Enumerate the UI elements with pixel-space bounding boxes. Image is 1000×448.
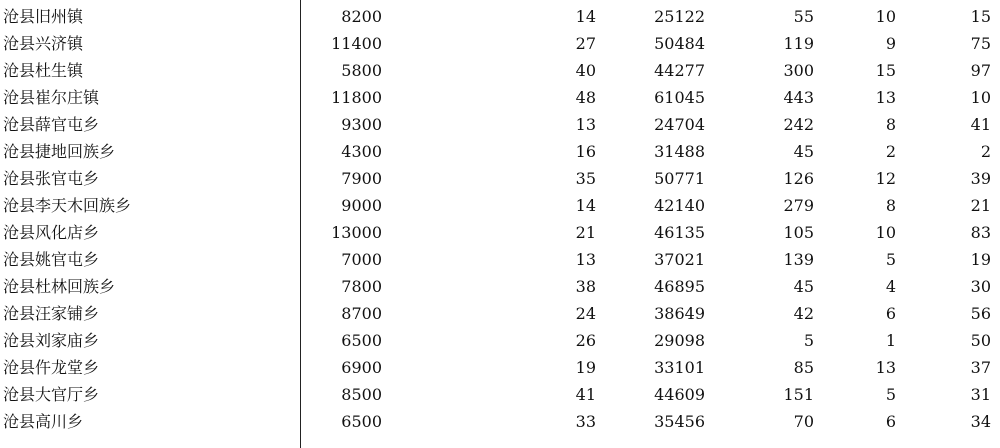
value-col-5: 6: [885, 412, 896, 431]
value-col-4: 85: [793, 358, 814, 377]
table-row: [0, 31, 1000, 57]
value-col-2: 26: [575, 331, 596, 350]
value-col-2: 35: [575, 169, 596, 188]
table-row: [0, 193, 1000, 219]
value-col-5: 2: [885, 142, 896, 161]
table-row: [0, 58, 1000, 84]
value-col-3: 61045: [654, 88, 705, 107]
value-col-5: 6: [885, 304, 896, 323]
value-col-2: 33: [575, 412, 596, 431]
value-col-1: 8500: [341, 385, 382, 404]
table-row: [0, 355, 1000, 381]
value-col-2: 13: [575, 115, 596, 134]
value-col-4: 300: [783, 61, 814, 80]
table-row: [0, 301, 1000, 327]
value-col-4: 242: [783, 115, 814, 134]
value-col-3: 50771: [654, 169, 705, 188]
value-col-2: 41: [575, 385, 596, 404]
value-col-1: 8700: [341, 304, 382, 323]
value-col-4: 70: [793, 412, 814, 431]
township-name: 沧县崔尔庄镇: [3, 88, 100, 107]
value-col-5: 8: [885, 196, 896, 215]
value-col-5: 13: [875, 88, 896, 107]
township-name: 沧县旧州镇: [3, 7, 84, 26]
value-col-1: 9300: [341, 115, 382, 134]
value-col-5: 5: [885, 385, 896, 404]
value-col-3: 46895: [654, 277, 705, 296]
table-row: [0, 247, 1000, 273]
value-col-6: 34: [970, 412, 991, 431]
value-col-1: 9000: [341, 196, 382, 215]
value-col-2: 38: [575, 277, 596, 296]
value-col-2: 24: [575, 304, 596, 323]
value-col-6: 37: [970, 358, 991, 377]
value-col-6: 30: [970, 277, 991, 296]
value-col-6: 10: [970, 88, 991, 107]
value-col-3: 24704: [654, 115, 705, 134]
township-name: 沧县兴济镇: [3, 34, 84, 53]
township-name: 沧县杜林回族乡: [3, 277, 116, 296]
value-col-2: 13: [575, 250, 596, 269]
value-col-3: 33101: [654, 358, 705, 377]
value-col-1: 6500: [341, 412, 382, 431]
table-row: [0, 166, 1000, 192]
table-row: [0, 85, 1000, 111]
value-col-3: 31488: [654, 142, 705, 161]
value-col-3: 42140: [654, 196, 705, 215]
value-col-3: 44609: [654, 385, 705, 404]
township-name: 沧县高川乡: [3, 412, 84, 431]
value-col-5: 1: [885, 331, 896, 350]
value-col-5: 9: [885, 34, 896, 53]
value-col-6: 19: [970, 250, 991, 269]
value-col-2: 27: [575, 34, 596, 53]
value-col-6: 97: [970, 61, 991, 80]
township-name: 沧县杜生镇: [3, 61, 84, 80]
value-col-1: 5800: [341, 61, 382, 80]
value-col-4: 105: [783, 223, 814, 242]
township-name: 沧县大官厅乡: [3, 385, 100, 404]
value-col-6: 21: [970, 196, 991, 215]
value-col-1: 6900: [341, 358, 382, 377]
table-row: [0, 4, 1000, 30]
value-col-6: 83: [970, 223, 991, 242]
table-row: [0, 382, 1000, 408]
value-col-2: 21: [575, 223, 596, 242]
value-col-4: 119: [783, 34, 814, 53]
value-col-5: 12: [875, 169, 896, 188]
value-col-4: 151: [783, 385, 814, 404]
value-col-1: 13000: [331, 223, 382, 242]
table-row: [0, 139, 1000, 165]
township-name: 沧县姚官屯乡: [3, 250, 100, 269]
value-col-2: 40: [575, 61, 596, 80]
value-col-3: 46135: [654, 223, 705, 242]
value-col-1: 8200: [341, 7, 382, 26]
value-col-4: 45: [793, 277, 814, 296]
value-col-4: 5: [803, 331, 814, 350]
value-col-6: 2: [980, 142, 991, 161]
township-name: 沧县刘家庙乡: [3, 331, 100, 350]
value-col-4: 42: [793, 304, 814, 323]
value-col-6: 50: [970, 331, 991, 350]
value-col-5: 10: [875, 7, 896, 26]
value-col-3: 37021: [654, 250, 705, 269]
value-col-1: 7000: [341, 250, 382, 269]
township-name: 沧县张官屯乡: [3, 169, 100, 188]
value-col-4: 45: [793, 142, 814, 161]
value-col-1: 7900: [341, 169, 382, 188]
value-col-1: 7800: [341, 277, 382, 296]
value-col-1: 4300: [341, 142, 382, 161]
value-col-3: 35456: [654, 412, 705, 431]
township-name: 沧县李天木回族乡: [3, 196, 132, 215]
value-col-2: 16: [575, 142, 596, 161]
value-col-3: 44277: [654, 61, 705, 80]
table-row: [0, 328, 1000, 354]
township-name: 沧县仵龙堂乡: [3, 358, 100, 377]
value-col-1: 11800: [331, 88, 382, 107]
township-name: 沧县捷地回族乡: [3, 142, 116, 161]
value-col-4: 443: [783, 88, 814, 107]
value-col-6: 39: [970, 169, 991, 188]
value-col-2: 14: [575, 7, 596, 26]
value-col-4: 126: [783, 169, 814, 188]
value-col-4: 55: [793, 7, 814, 26]
table-row: [0, 220, 1000, 246]
value-col-2: 19: [575, 358, 596, 377]
value-col-4: 279: [783, 196, 814, 215]
value-col-3: 25122: [654, 7, 705, 26]
value-col-5: 8: [885, 115, 896, 134]
value-col-6: 56: [970, 304, 991, 323]
table-row: [0, 409, 1000, 435]
value-col-5: 10: [875, 223, 896, 242]
value-col-1: 6500: [341, 331, 382, 350]
value-col-3: 50484: [654, 34, 705, 53]
value-col-2: 48: [575, 88, 596, 107]
value-col-6: 31: [970, 385, 991, 404]
value-col-1: 11400: [331, 34, 382, 53]
table-row: [0, 274, 1000, 300]
value-col-2: 14: [575, 196, 596, 215]
township-name: 沧县风化店乡: [3, 223, 100, 242]
value-col-6: 75: [970, 34, 991, 53]
value-col-3: 38649: [654, 304, 705, 323]
value-col-4: 139: [783, 250, 814, 269]
value-col-5: 5: [885, 250, 896, 269]
value-col-3: 29098: [654, 331, 705, 350]
value-col-6: 41: [970, 115, 991, 134]
value-col-5: 15: [875, 61, 896, 80]
township-name: 沧县汪家铺乡: [3, 304, 100, 323]
value-col-5: 4: [885, 277, 896, 296]
township-name: 沧县薛官屯乡: [3, 115, 100, 134]
value-col-6: 15: [970, 7, 991, 26]
table-row: [0, 112, 1000, 138]
value-col-5: 13: [875, 358, 896, 377]
